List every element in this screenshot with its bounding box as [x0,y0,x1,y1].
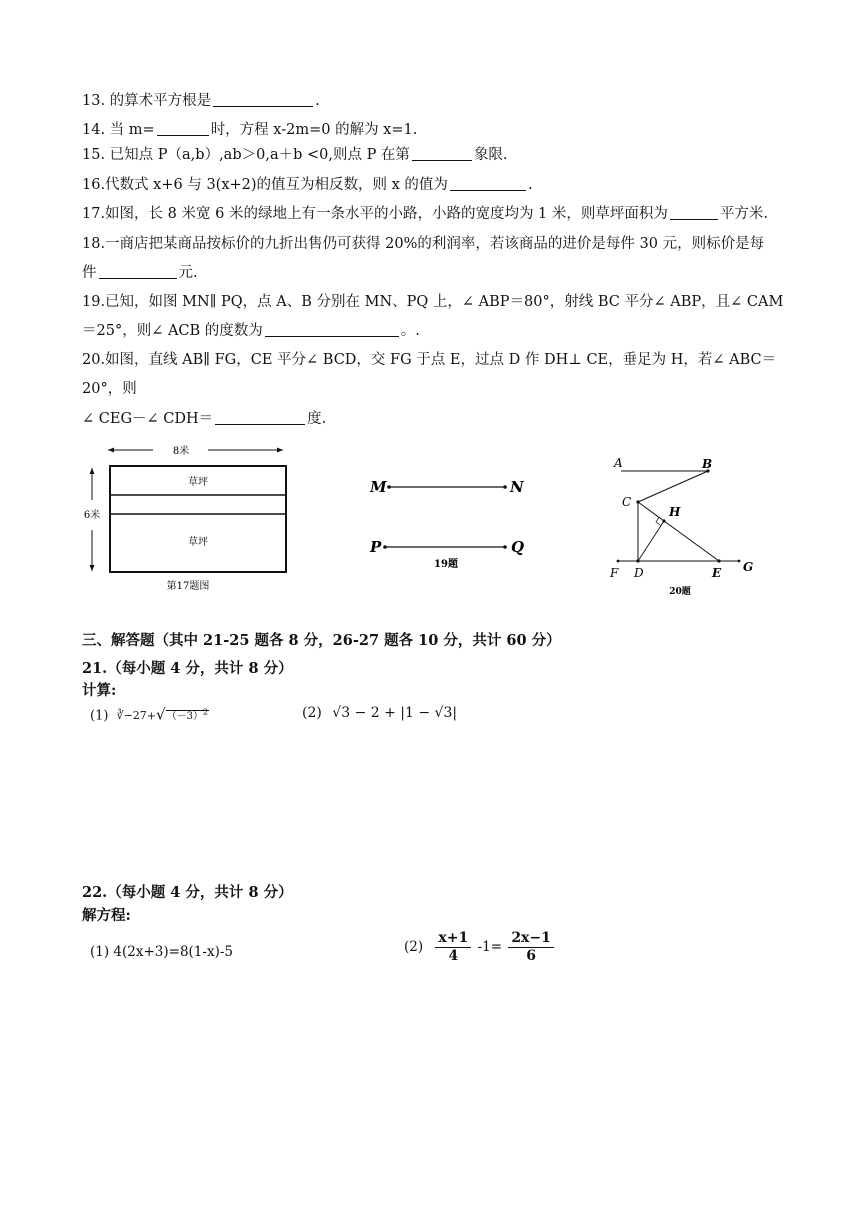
question-18-line-1: 18.一商店把某商品按标价的九折出售仍可获得 20%的利润率，若该商品的进价是每件 30 元，则标价是每 [82,236,765,252]
answer-blank[interactable] [215,410,305,425]
point-label-q: Q [511,538,525,556]
question-19-line-2: ＝25°，则∠ ACB 的度数为 。. [82,323,420,339]
answer-blank[interactable] [213,92,313,107]
lawn-label-bottom: 草坪 [188,537,208,548]
figure-17-caption: 第17题图 [166,581,210,592]
point-f-dot [617,560,620,563]
point-label-p: P [370,538,382,556]
arrowhead-icon [90,468,95,474]
question-22-part-1: (1) 4(2x+3)=8(1-x)-5 [90,944,233,960]
answer-blank[interactable] [450,176,526,191]
point-label-h: H [669,505,681,519]
question-20-line-2: 20°，则 [82,381,137,397]
fraction-left: $\frac{x+1}{4}$ [435,930,471,965]
answer-blank[interactable] [412,146,472,161]
line-dh [638,521,664,561]
point-label-g: G [743,560,754,574]
point-e-dot [717,559,720,562]
question-20-line-3: ∠ CEG－∠ CDH＝ 度. [82,411,327,427]
endpoint-dot [383,545,387,549]
question-17: 17.如图，长 8 米宽 6 米的绿地上有一条水平的小路，小路的宽度均为 1 米，则草坪面积为 平方米. [82,206,768,222]
question-19-line-1: 19.已知，如图 MN∥ PQ，点 A、B 分别在 MN、PQ 上，∠ ABP＝80°，射线 BC 平分∠ ABP，且∠ CAM [82,294,784,310]
answer-blank[interactable] [99,264,177,279]
endpoint-dot [387,485,391,489]
arrowhead-icon [277,448,283,453]
point-label-d: D [634,566,644,580]
question-22-instruction: 解方程: [82,907,131,924]
question-22-header: 22.（每小题 4 分，共计 8 分） [82,884,293,901]
point-c-dot [636,500,639,503]
endpoint-dot [503,545,507,549]
question-16: 16.代数式 x+6 与 3(x+2)的值互为相反数，则 x 的值为 . [82,177,533,193]
question-22-part-2: (2) $\frac{x+1}{4}$ -1= $\frac{2x-1}{6}$ [404,927,554,967]
width-label: 8米 [172,446,190,457]
figure-19-caption: 19题 [434,559,458,570]
arrowhead-icon [108,448,114,453]
answer-blank[interactable] [265,322,399,337]
line-cb [638,471,708,502]
point-label-f: F [610,566,619,580]
figure-20 [604,450,764,600]
question-21-part-1: (1) $∛-27+√(-3)^2$ [90,705,209,724]
lawn-label-top: 草坪 [188,477,208,488]
figure-19 [362,470,542,580]
height-label: 6米 [83,510,101,521]
endpoint-dot [503,485,507,489]
point-h-dot [662,519,665,522]
point-g-dot [738,560,741,563]
question-21-part-2: (2) √3 − 2 + |1 − √3| [302,705,458,721]
question-18-line-2: 件 元. [82,265,198,281]
answer-blank[interactable] [157,121,209,136]
figure-20-caption: 20题 [669,587,691,597]
fraction-right: $\frac{2x-1}{6}$ [508,930,554,965]
point-label-m: M [370,478,387,496]
question-21-header: 21.（每小题 4 分，共计 8 分） [82,660,293,677]
section-3-title: 三、解答题（其中 21-25 题各 8 分，26-27 题各 10 分，共计 60 分） [82,632,561,649]
answer-blank[interactable] [670,205,718,220]
arrowhead-icon [90,565,95,571]
point-label-a: A [614,456,623,470]
sqrt-symbol-icon: √ [156,705,166,724]
point-label-e: E [712,566,722,580]
question-15: 15. 已知点 P（a,b）,ab＞0,a＋b <0,则点 P 在第 象限. [82,147,508,163]
point-label-b: B [702,457,713,471]
figure-17 [78,438,308,596]
point-label-n: N [510,478,524,496]
radicand: $(-3)^2$ [166,708,209,723]
question-21-instruction: 计算: [82,682,117,699]
question-20-line-1: 20.如图，直线 AB∥ FG，CE 平分∠ BCD，交 FG 于点 E，过点 D 作 DH⊥ CE，垂足为 H，若∠ ABC＝ [82,352,777,368]
point-d-dot [636,559,639,562]
point-label-c: C [622,495,632,509]
question-13: 13. 的算术平方根是 . [82,93,320,109]
question-14: 14. 当 m= 时，方程 x-2m=0 的解为 x=1. [82,122,418,138]
